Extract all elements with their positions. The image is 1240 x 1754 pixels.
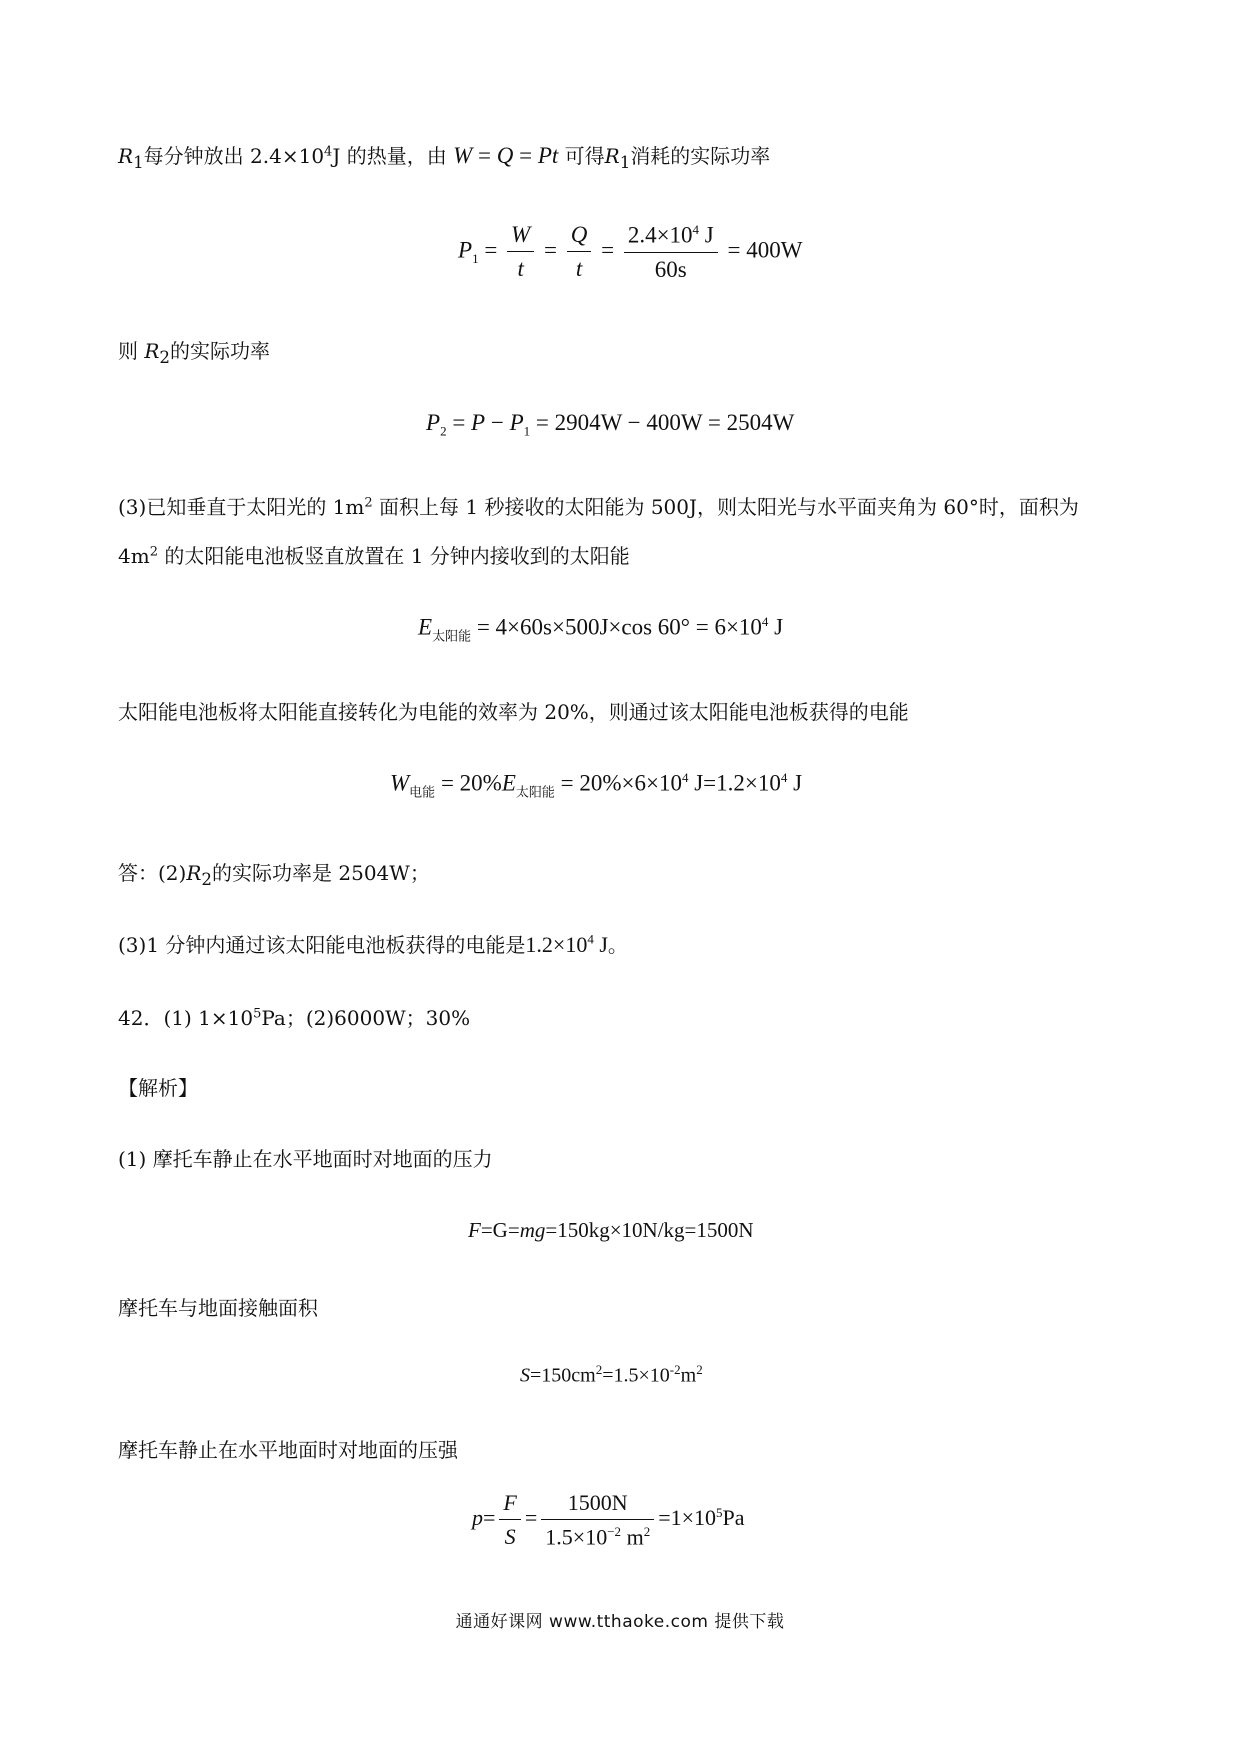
- text-line-r1-heat: $R_1$每分钟放出 $2.4\times 10^4J$ 的热量，由 W = Q = Pt 可得$R_1$消耗的实际功率: [118, 143, 771, 172]
- equation-pressure: p= $\frac{F}{S}$ = $\frac{1500N}{1.5\times 10^{-2} m^2}$ $=1\times 10^5Pa$: [472, 1490, 745, 1550]
- page-footer: 通通好课网 www.tthaoke.com 提供下载: [455, 1612, 785, 1632]
- equation-electric-energy: $W_{电能} = 20\%E_{太阳能} = 20\%\times 6\times 10^4$ $J=1.2\times 10^4$ J: [390, 770, 803, 801]
- fraction-q-over-t: $\frac{Q}{t}$: [567, 222, 592, 282]
- text-line-pressure: 摩托车静止在水平地面时对地面的压强: [118, 1438, 458, 1462]
- fraction-force-over-area: $\frac{1500N}{1.5\times 10^{-2} m^2}$: [541, 1490, 654, 1550]
- inline-formula-w-q-pt: W = Q = Pt: [453, 143, 559, 168]
- equation-p2-power: $P_2 = P - P_1 = 2904W - 400W = 2504W$: [426, 410, 795, 439]
- analysis-heading: 【解析】: [118, 1076, 198, 1100]
- text-line-pressure-force: (1) 摩托车静止在水平地面时对地面的压力: [118, 1147, 493, 1171]
- text-line-contact-area: 摩托车与地面接触面积: [118, 1296, 318, 1320]
- equation-p1-power: $P_1$ = $\frac{W}{t}$ = $\frac{Q}{t}$ = $\frac{2.4\times 10^4 J}{60s}$ = 400W: [458, 222, 803, 282]
- equation-solar-energy: $E_{太阳能} = 4\times 60s\times 500J\times\cos$ $60^\circ = 6\times 10^4$ J: [418, 614, 784, 645]
- fraction-f-over-s: $\frac{F}{S}$: [499, 1490, 520, 1550]
- answer-line-electric: (3)1 分钟内通过该太阳能电池板获得的电能是$1.2\times 10^4$ J。: [118, 931, 628, 957]
- text-line-solar-premise: (3)已知垂直于太阳光的 $1m^2$ 面积上每 1 秒接收的太阳能为 500J，则太阳光与水平面夹角为 60°时，面积为: [118, 495, 1079, 519]
- equation-area: $S=150cm^2=1.5\times 10^{-2}m^2$: [520, 1362, 703, 1387]
- text-line-r2-power: 则 $R_2$的实际功率: [118, 339, 271, 367]
- answer-line-r2: 答：$(2)R_2$的实际功率是 2504W；: [118, 861, 430, 889]
- fraction-heat-over-time: $\frac{2.4\times 10^4 J}{60s}$: [624, 222, 718, 283]
- fraction-w-over-t: $\frac{W}{t}$: [507, 222, 534, 282]
- equation-force: F=G=mg=150kg×10N/kg=1500N: [468, 1218, 754, 1242]
- text-line-efficiency: 太阳能电池板将太阳能直接转化为电能的效率为 20%，则通过该太阳能电池板获得的电能: [118, 700, 909, 724]
- text-line-panel-area: $4m^2$ 的太阳能电池板竖直放置在 1 分钟内接收到的太阳能: [118, 544, 630, 568]
- question-42-answer: 42．(1) $1\times 10^5Pa$；(2)6000W；30%: [118, 1006, 471, 1030]
